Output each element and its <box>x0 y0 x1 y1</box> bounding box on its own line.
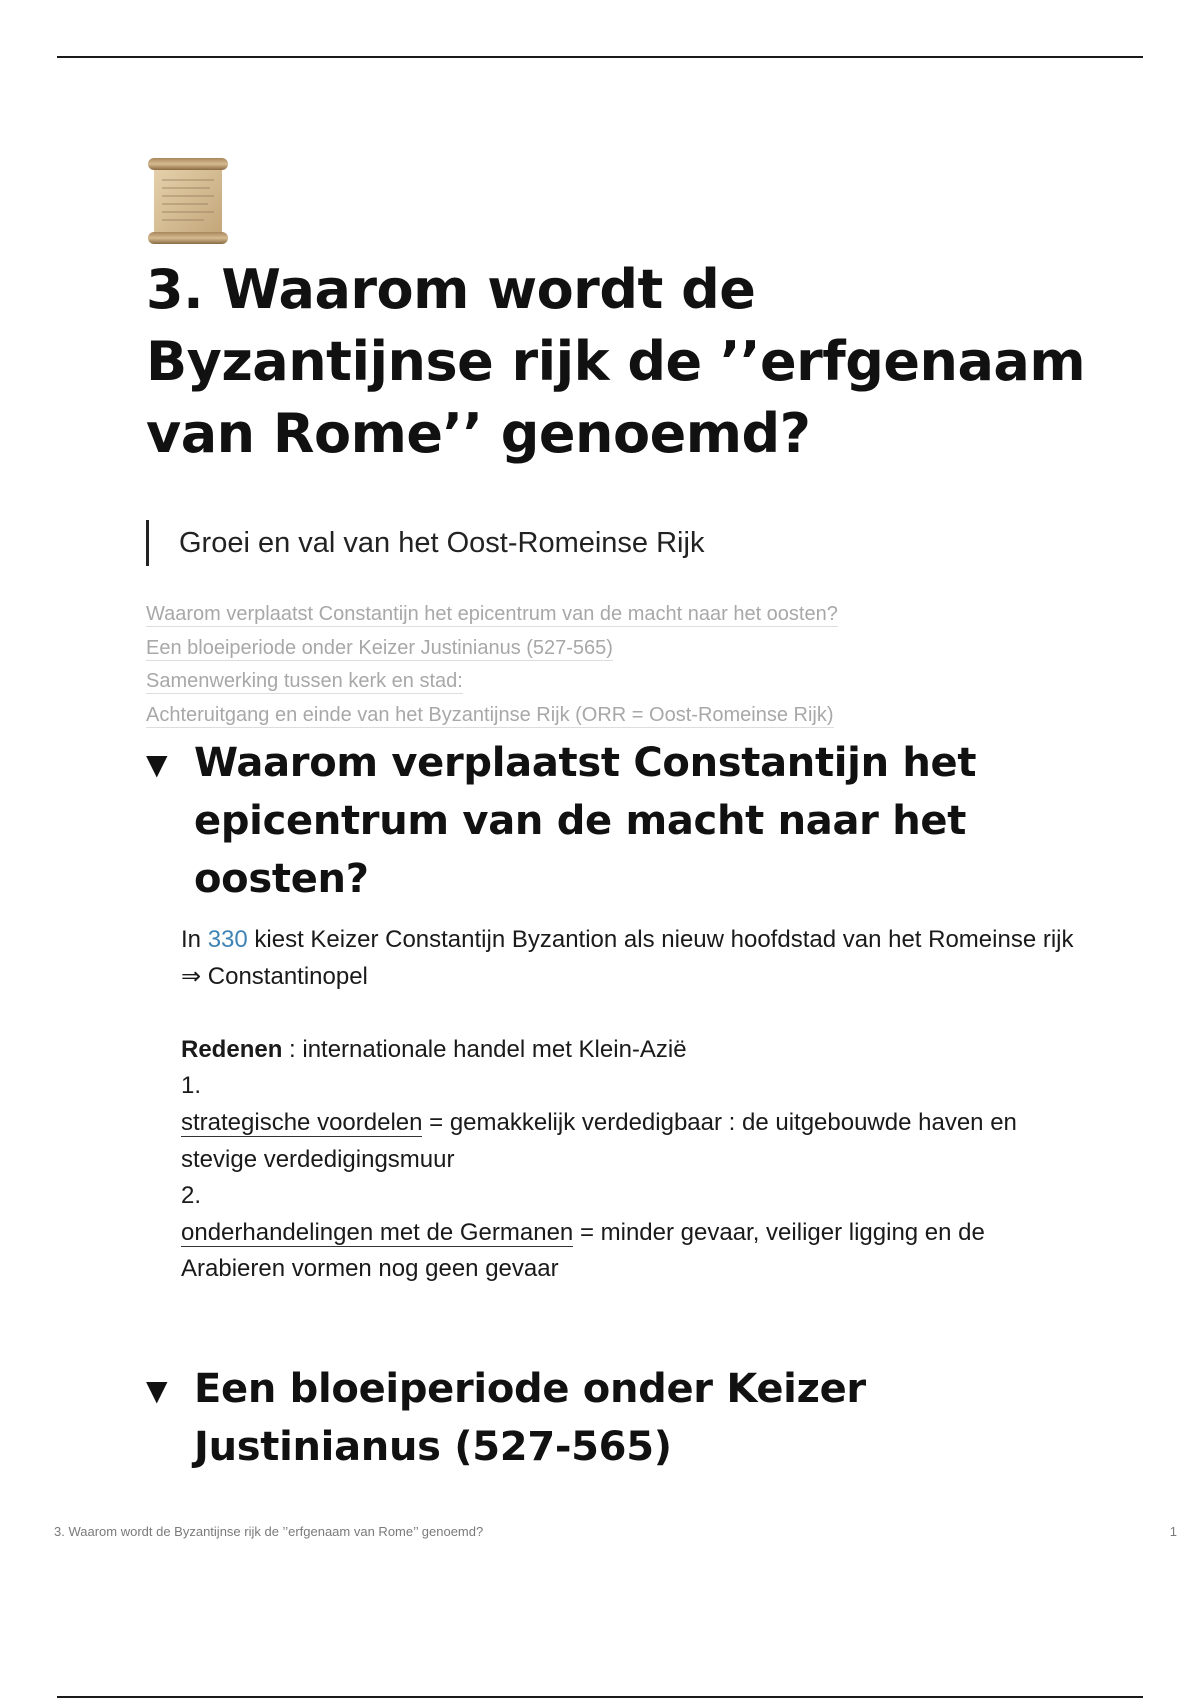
list-number: 2. <box>181 1182 202 1210</box>
page-number: 1 <box>1169 1524 1177 1539</box>
page-footer <box>54 1524 1177 1539</box>
callout-quote <box>146 520 1086 566</box>
toc-link[interactable]: Achteruitgang en einde van het Byzantijnse Rijk (ORR = Oost-Romeinse Rijk) <box>146 703 834 726</box>
section-heading: ▼ Waarom verplaatst Constantijn het epicentrum van de macht naar het oosten? <box>146 734 1086 908</box>
section-toggle[interactable] <box>146 1360 1086 1476</box>
bold-label: Redenen <box>181 1035 283 1063</box>
year-highlight: 330 <box>207 926 248 953</box>
table-of-contents <box>146 598 1086 732</box>
toc-link[interactable]: Samenwerking tussen kerk en stad: <box>146 670 463 692</box>
page-content <box>146 158 1086 1476</box>
scroll-icon <box>146 158 230 244</box>
toggle-triangle-icon[interactable]: ▼ <box>146 748 168 781</box>
underlined-term: onderhandelingen met de Germanen <box>181 1218 574 1246</box>
bottom-rule <box>57 1696 1143 1698</box>
callout-text: Groei en val van het Oost-Romeinse Rijk <box>179 526 705 559</box>
top-rule <box>57 56 1143 58</box>
section-heading: ▼ Een bloeiperiode onder Keizer Justinianus (527-565) <box>146 1360 1086 1476</box>
paragraph: In 330 kiest Keizer Constantijn Byzantion als nieuw hoofdstad van het Romeinse rijk ⇒ Constantinopel <box>181 926 1074 990</box>
toggle-triangle-icon[interactable]: ▼ <box>146 1373 168 1407</box>
list-item: onderhandelingen met de Germanen = minder gevaar, veiliger ligging en de Arabieren vormen nog geen gevaar <box>181 1218 985 1283</box>
paragraph: Redenen : internationale handel met Klein-Azië <box>181 1035 687 1063</box>
section-body <box>181 922 1086 1288</box>
toc-link[interactable]: Een bloeiperiode onder Keizer Justinianus (527-565) <box>146 636 613 659</box>
list-number: 1. <box>181 1072 202 1100</box>
section-toggle[interactable] <box>146 734 1086 908</box>
toc-link[interactable]: Waarom verplaatst Constantijn het epicentrum van de macht naar het oosten? <box>146 603 838 625</box>
underlined-term: strategische voordelen <box>181 1108 423 1136</box>
page-title: 3. Waarom wordt de Byzantijnse rijk de ’’erfgenaam van Rome’’ genoemd? <box>146 258 1086 465</box>
list-item: strategische voordelen = gemakkelijk verdedigbaar : de uitgebouwde haven en stevige verdedigingsmuur <box>181 1108 1017 1173</box>
footer-title: 3. Waarom wordt de Byzantijnse rijk de ’’erfgenaam van Rome’’ genoemd? <box>54 1524 484 1539</box>
